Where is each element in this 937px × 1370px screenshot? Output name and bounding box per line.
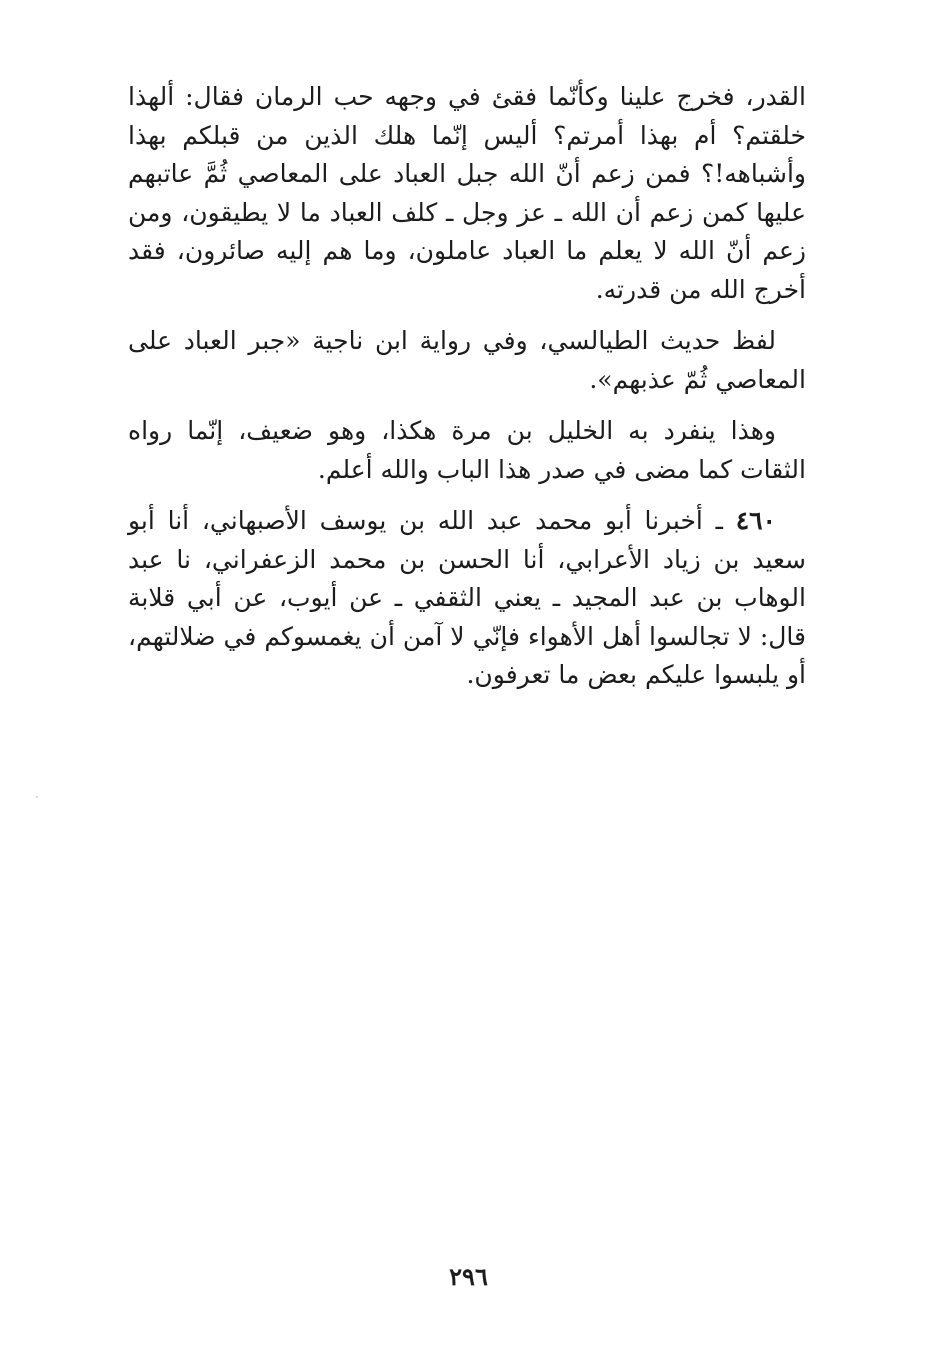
paragraph-text: لفظ حديث الطيالسي، وفي رواية ابن ناجية «جبر العباد على المعاصي ثُمّ عذبهم».	[128, 326, 806, 394]
paragraph-continuation	[128, 78, 806, 309]
paragraph-grading-note	[128, 412, 806, 489]
hadith-number: ٤٦٠	[735, 506, 776, 535]
body-text	[128, 78, 806, 708]
scan-speck	[36, 796, 38, 798]
paragraph-hadith-460	[128, 502, 806, 695]
paragraph-text: القدر، فخرج علينا وكأنّما فقئ في وجهه حب الرمان فقال: ألهذا خلقتم؟ أم بهذا أمرتم؟ أليس إنّما هلك الذين من قبلكم بهذا وأشباهه!؟ فمن زعم أنّ الله جبل العباد على المعاصي ثُمَّ عاتبهم عليها كمن زعم أن الله ـ عز وجل ـ كلف العباد ما لا يطيقون، ومن زعم أنّ الله لا يعلم ما العباد عاملون، وما هم إليه صائرون، فقد أخرج الله من قدرته.	[128, 82, 806, 304]
paragraph-narration-note	[128, 322, 806, 399]
paragraph-text: ـ أخبرنا أبو محمد عبد الله بن يوسف الأصبهاني، أنا أبو سعيد بن زياد الأعرابي، أنا الحسن بن محمد الزعفراني، نا عبد الوهاب بن عبد المجيد ـ يعني الثقفي ـ عن أيوب، عن أبي قلابة قال: لا تجالسوا أهل الأهواء فإنّي لا آمن أن يغمسوكم في ضلالتهم، أو يلبسوا عليكم بعض ما تعرفون.	[128, 506, 806, 689]
page-number: ٢٩٦	[449, 1262, 488, 1291]
paragraph-text: وهذا ينفرد به الخليل بن مرة هكذا، وهو ضعيف، إنّما رواه الثقات كما مضى في صدر هذا الباب والله أعلم.	[128, 416, 806, 484]
